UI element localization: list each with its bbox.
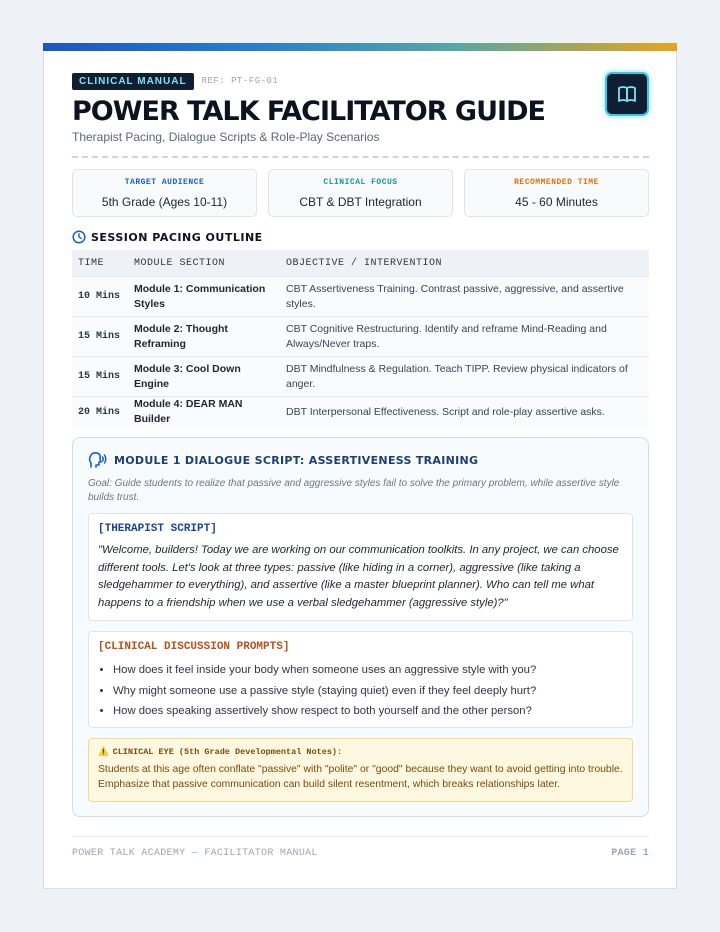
column-header: MODULE SECTION	[128, 250, 280, 277]
book-icon	[617, 85, 637, 103]
row-objective: DBT Interpersonal Effectiveness. Script and role-play assertive asks.	[280, 397, 649, 428]
prompts-list	[98, 660, 623, 722]
manual-tag: CLINICAL MANUAL	[72, 73, 194, 90]
clock-icon	[72, 230, 86, 244]
page-subtitle: Therapist Pacing, Dialogue Scripts & Role-Play Scenarios	[72, 130, 380, 144]
row-time: 15 Mins	[72, 317, 128, 357]
column-header: OBJECTIVE / INTERVENTION	[280, 250, 649, 277]
page-content	[72, 72, 649, 817]
header-tag-row	[72, 72, 649, 90]
card-label: RECOMMENDED TIME	[514, 178, 599, 187]
row-time: 20 Mins	[72, 397, 128, 428]
card-clinical-focus	[268, 169, 453, 217]
column-header: TIME	[72, 250, 128, 277]
pacing-table	[72, 250, 649, 427]
row-module: Module 3: Cool Down Engine	[128, 357, 280, 397]
gradient-top-bar	[43, 43, 677, 51]
document-page	[43, 43, 677, 889]
script-heading: [THERAPIST SCRIPT]	[98, 523, 217, 535]
page-number: PAGE 1	[611, 848, 649, 859]
summary-cards	[72, 169, 649, 217]
book-button[interactable]	[605, 72, 649, 116]
footer-left: POWER TALK ACADEMY — FACILITATOR MANUAL	[72, 848, 318, 859]
card-value: CBT & DBT Integration	[299, 195, 422, 209]
prompts-heading: [CLINICAL DISCUSSION PROMPTS]	[98, 641, 290, 653]
row-module: Module 4: DEAR MAN Builder	[128, 397, 280, 428]
module1-heading	[88, 451, 633, 469]
card-recommended-time	[464, 169, 649, 217]
row-objective: CBT Cognitive Restructuring. Identify and reframe Mind-Reading and Always/Never traps.	[280, 317, 649, 357]
table-row	[72, 317, 649, 357]
pacing-section-heading	[72, 228, 649, 246]
list-item: • Why might someone use a passive style (staying quiet) even if they feel deeply hurt?	[113, 681, 623, 702]
card-value: 45 - 60 Minutes	[515, 195, 598, 209]
row-module: Module 1: Communication Styles	[128, 277, 280, 317]
table-row	[72, 357, 649, 397]
list-item: • How does it feel inside your body when someone uses an aggressive style with you?	[113, 660, 623, 681]
therapist-script-box	[88, 513, 633, 621]
page-footer	[72, 836, 649, 859]
script-text: "Welcome, builders! Today we are working on our communication toolkits. In any project, we can choose different tools. Let's look at three types: passive (like hiding in a corner), aggressive (like taking a sledgehammer to everything), and assertive (like a master blueprint planner). Who can tell me what happens to a friendship when we use a verbal sledgehammer (aggressive style)?"	[98, 544, 619, 609]
warning-icon: ⚠️	[98, 746, 109, 757]
speaking-head-icon	[88, 451, 108, 469]
row-time: 10 Mins	[72, 277, 128, 317]
pacing-title: SESSION PACING OUTLINE	[91, 230, 263, 244]
module1-panel	[72, 437, 649, 817]
row-module: Module 2: Thought Reframing	[128, 317, 280, 357]
card-target-audience	[72, 169, 257, 217]
discussion-prompts-box	[88, 631, 633, 728]
card-label: TARGET AUDIENCE	[124, 178, 205, 187]
dashed-divider	[72, 156, 649, 158]
table-row	[72, 397, 649, 428]
row-objective: DBT Mindfulness & Regulation. Teach TIPP. Review physical indicators of anger.	[280, 357, 649, 397]
module1-goal: Goal: Guide students to realize that passive and aggressive styles fail to solve the primary problem, while assertive style builds trust.	[88, 478, 620, 503]
table-header-row	[72, 250, 649, 277]
module1-title: MODULE 1 DIALOGUE SCRIPT: ASSERTIVENESS TRAINING	[114, 453, 479, 467]
card-value: 5th Grade (Ages 10-11)	[101, 195, 228, 209]
note-heading: CLINICAL EYE (5th Grade Developmental Notes):	[112, 746, 343, 757]
note-heading-row	[98, 747, 623, 757]
page-title: POWER TALK FACILITATOR GUIDE	[72, 96, 545, 127]
list-item: • How does speaking assertively show respect to both yourself and the other person?	[113, 701, 623, 722]
row-objective: CBT Assertiveness Training. Contrast passive, aggressive, and assertive styles.	[280, 277, 649, 317]
row-time: 15 Mins	[72, 357, 128, 397]
table-row	[72, 277, 649, 317]
card-label: CLINICAL FOCUS	[323, 178, 398, 187]
note-text: Students at this age often conflate "passive" with "polite" or "good" because they want to avoid getting into trouble. Emphasize that passive communication can build silent resentment, which breaks relationships later.	[98, 763, 623, 790]
reference-code: REF: PT-FG-01	[201, 76, 279, 86]
clinical-eye-note	[88, 738, 633, 802]
